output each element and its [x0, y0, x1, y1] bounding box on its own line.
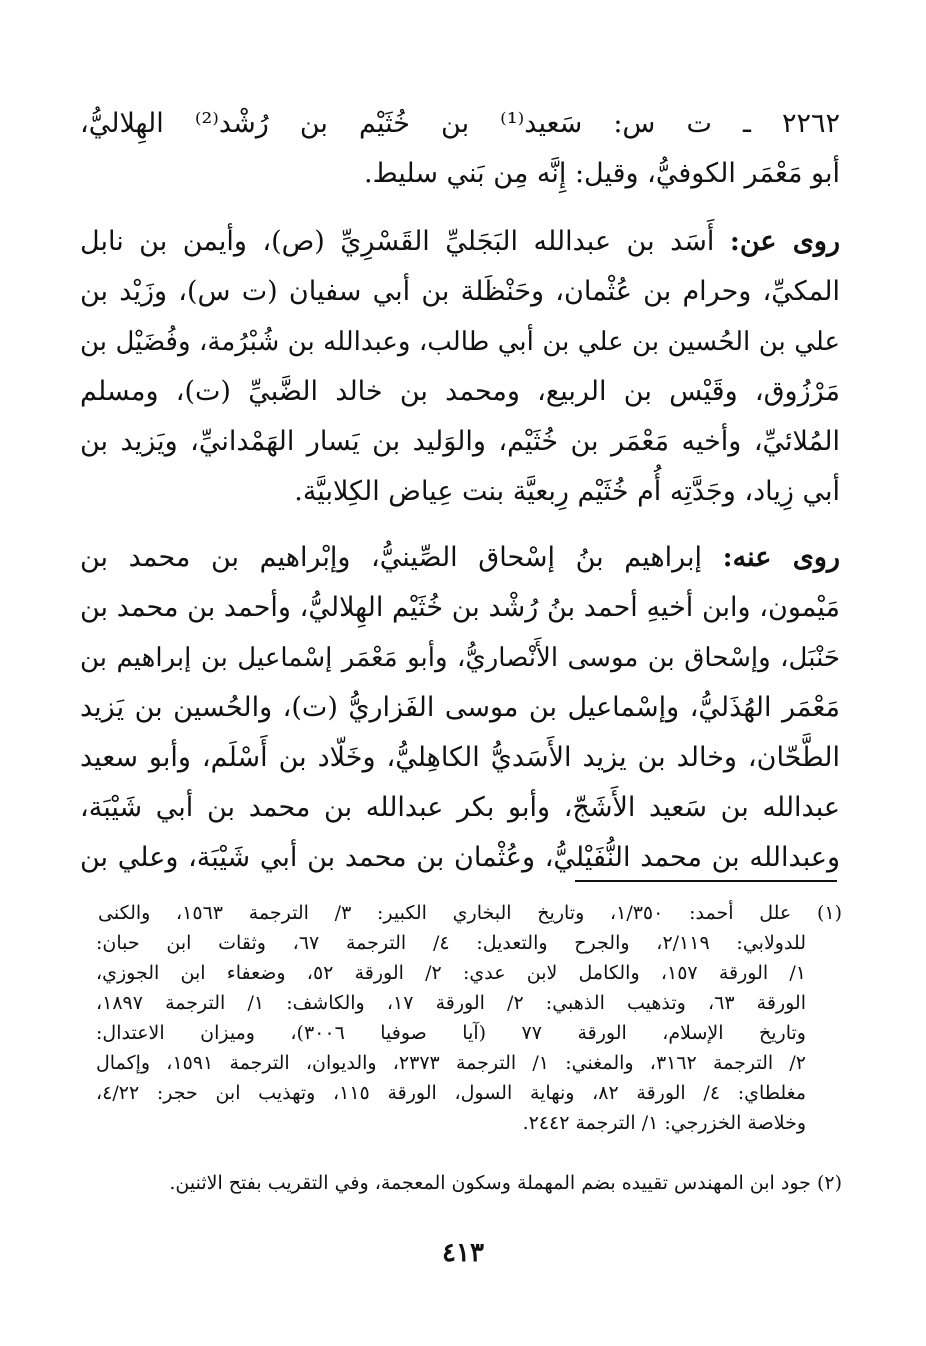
entry-heading-line-1: ٢٢٦٢ ـ ت س: سَعيد⁽¹⁾ بن خُثَيْم بن رُشْد⁽²⁾ الهِلاليُّ،	[80, 108, 840, 139]
footnote-2-marker: (٢)	[816, 1172, 842, 1194]
narrated-from-line-5: المُلائيِّ، وأخيه مَعْمَر بن خُثَيْم، والوَليد بن يَسار الهَمْدانيِّ، ويَزيد بن	[80, 426, 840, 457]
narrated-by-line-5: الطَّحّان، وخالد بن يزيد الأَسَديُّ الكاهِليُّ، وخَلّاد بن أَسْلَم، وأبو سعيد	[80, 742, 840, 773]
footnote-1-line-8: وخلاصة الخزرجي: ١/ الترجمة ٢٤٤٢.	[522, 1112, 806, 1134]
entry-heading-line-2: أبو مَعْمَر الكوفيُّ، وقيل: إِنَّه مِن بَني سليط.	[364, 158, 840, 189]
narrated-from-label: روى عن:	[729, 226, 840, 257]
footnote-1-line-7: مغلطاي: ٤/ الورقة ٨٢، ونهاية السول، الورقة ١١٥، وتهذيب ابن حجر: ٤/٢٢،	[96, 1082, 807, 1104]
footnote-1-line-5: وتاريخ الإسلام، الورقة ٧٧ (آيا صوفيا ٣٠٠٦)، وميزان الاعتدال:	[96, 1022, 806, 1044]
footnote-2	[98, 1168, 842, 1198]
footnote-1-line-6: ٢/ الترجمة ٣١٦٢، والمغني: ١/ الترجمة ٢٣٧٣، والديوان، الترجمة ١٥٩١، وإكمال	[96, 1052, 807, 1074]
footnote-1-marker: (١)	[816, 902, 843, 924]
narrated-from-line-4: مَرْزُوق، وقَيْس بن الربيع، ومحمد بن خالد الضَّبيِّ (ت)، ومسلم	[80, 376, 840, 407]
narrated-by-text-1: إبراهيم بنُ إسْحاق الصِّينيُّ، وإبْراهيم بن محمد بن	[80, 542, 703, 573]
narrated-by-line-6: عبدالله بن سَعيد الأَشَجّ، وأبو بكر عبدالله بن محمد بن أبي شَيْبَة،	[80, 792, 840, 823]
footnote-separator	[575, 880, 837, 882]
narrated-by-line-1	[80, 538, 840, 578]
footnote-1-line-3: ١/ الورقة ١٥٧، والكامل لابن عدي: ٢/ الورقة ٥٢، وضعفاء ابن الجوزي،	[96, 962, 806, 984]
page-number: ٤١٣	[442, 1238, 484, 1268]
narrated-from-line-6: أبي زِياد، وجَدَّتِه أُم خُثَيْم رِبعيَّة بنت عِياض الكِلابيَّة.	[294, 476, 840, 507]
narrated-by-line-2: مَيْمون، وابن أخيهِ أحمد بنُ رُشْد بن خُثَيْم الهِلاليُّ، وأحمد بن محمد بن	[80, 592, 840, 623]
narrated-from-line-2: المكيِّ، وحرام بن عُثْمان، وحَنْظَلة بن أبي سفيان (ت س)، وزَيْد بن	[80, 276, 840, 307]
footnote-2-text: جود ابن المهندس تقييده بضم المهملة وسكون المعجمة، وفي التقريب بفتح الاثنين.	[169, 1172, 811, 1194]
footnote-1-line-4: الورقة ٦٣، وتذهيب الذهبي: ٢/ الورقة ١٧، والكاشف: ١/ الترجمة ١٨٩٧،	[96, 992, 806, 1014]
narrated-by-label: روى عنه:	[722, 542, 841, 573]
narrated-from-text-1: أَسَد بن عبدالله البَجَليِّ القَسْرِيِّ (ص)، وأيمن بن نابل	[80, 226, 715, 257]
footnote-1-line-2: للدولابي: ٢/١١٩، والجرح والتعديل: ٤/ الترجمة ٦٧، وثقات ابن حبان:	[96, 932, 807, 954]
footnote-1-text-1: علل أحمد: ١/٣٥٠، وتاريخ البخاري الكبير: ٣/ الترجمة ١٥٦٣، والكنى	[98, 902, 792, 924]
narrated-from-line-3: علي بن الحُسين بن علي بن أبي طالب، وعبدالله بن شُبْرُمة، وفُضَيْل بن	[80, 327, 840, 357]
narrated-by-line-4: مَعْمَر الهُذَليُّ، وإسْماعيل بن موسى الفَزاريُّ (ت)، والحُسين بن يَزيد	[80, 692, 840, 723]
narrated-from-line-1	[80, 222, 840, 262]
narrated-by-line-3: حَنْبَل، وإسْحاق بن موسى الأَنْصاريُّ، وأبو مَعْمَر إسْماعيل بن إبراهيم بن	[80, 643, 840, 673]
footnote-1-line-1	[98, 898, 842, 928]
narrated-by-line-7: وعبدالله بن محمد النُّفَيْليُّ، وعُثْمان بن محمد بن أبي شَيْبَة، وعلي بن	[80, 842, 840, 873]
